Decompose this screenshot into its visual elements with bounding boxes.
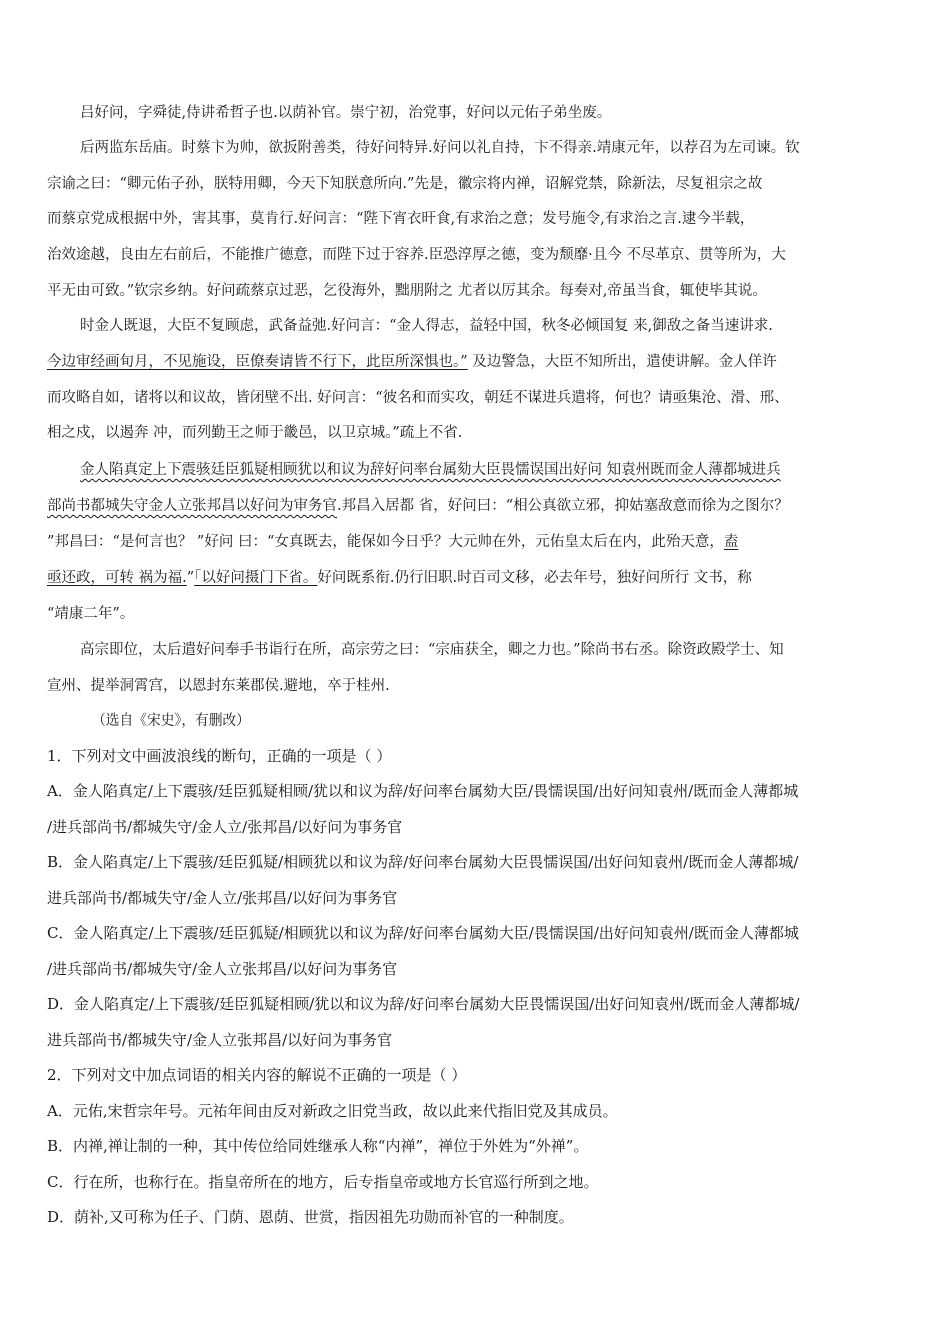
question-2-option-b: B．内禅,禅让制的一种，其中传位给同姓继承人称“内禅”，禅位于外姓为“外禅”。 [47, 1137, 589, 1155]
passage-text: 好问既系衔.仍行旧职.时百司文移，必去年号，独好问所行 文书，称 [317, 570, 752, 586]
passage-text: 及边警急，大臣不知所出，遣使讲解。金人佯许 [467, 354, 777, 370]
passage-line: 而蔡京党成根据中外，害其事，莫肯行.好问言：“陛下宵衣旰食,有求治之意；发号施令,有求治之言.逮今半载， [47, 211, 755, 227]
question-1-stem: 1．下列对文中画波浪线的断句，正确的一项是（ ） [47, 747, 392, 765]
passage-line: 高宗即位，太后遣好问奉手书诣行在所，高宗劳之曰：“宗庙获全，卿之力也。”除尚书右丞。除资政殿学士、知 [80, 642, 784, 658]
question-1-option-a: A．金人陷真定/上下震骇/廷臣狐疑相顾/犹以和议为辞/好问率台属劾大臣/畏懦误国/出好问知袁州/既而金人薄都城 [47, 782, 799, 800]
passage-text: .邦昌入居都 省，好问曰：“相公真欲立邪，抑姑塞敌意而徐为之图尔？ [337, 498, 789, 514]
passage-line: 宗谕之曰：“卿元佑子孙，朕特用卿，今天下知朕意所向.”先是，徽宗将内禅，诏解党禁，除新法，尽复祖宗之故 [47, 176, 763, 192]
question-1-option-b-cont: 进兵部尚书/都城失守/金人立/张邦昌/以好问为事务官 [47, 889, 398, 907]
passage-line: “靖康二年”。 [47, 606, 135, 622]
question-2-option-a: A．元佑,宋哲宗年号。元祐年间由反对新政之旧党当政，故以此来代指旧党及其成员。 [47, 1102, 618, 1120]
passage-line: 吕好问，字舜徒,侍讲希哲子也.以荫补官。崇宁初，治党事，好问以元佑子弟坐废。 [80, 105, 612, 121]
source-note: （选自《宋史》，有删改） [92, 713, 251, 729]
underlined-text: 亟还政，可转 祸为福. [47, 570, 187, 586]
passage-line: 后两监东岳庙。时蔡卞为帅，欲扳附善类，待好问特异.好问以礼自持，卞不得亲.靖康元年，以荐召为左司谏。钦 [80, 140, 800, 156]
question-1-option-b: B．金人陷真定/上下震骇/廷臣狐疑/相顾犹以和议为辞/好问率台属劾大臣畏懦误国/出好问知袁州/既而金人薄都城/ [47, 853, 799, 871]
passage-line [47, 352, 907, 374]
question-1-option-c: C．金人陷真定/上下震骇/廷臣狐疑/相顾犹以和议为辞/好问率台属劾大臣/畏懦误国/出好问知袁州/既而金人薄都城 [47, 924, 799, 942]
question-1-option-a-cont: /进兵部尚书/都城失守/金人立/张邦昌/以好问为事务官 [47, 818, 403, 836]
passage-line: 而攻略自如，诸将以和议故，皆闭壁不出. 好问言：“彼名和而实攻，朝廷不谋进兵遣将，何也？请亟集沧、滑、邢、 [47, 390, 789, 406]
passage-line: 治效途越，良由左右前后，不能推广德意，而陛下过于容养.臣恐淳厚之德，变为颓靡·且今 不尽革京、贯等所为，大 [47, 247, 786, 263]
passage-text: ” [186, 570, 195, 586]
question-2-option-c: C．行在所，也称行在。指皇帝所在的地方，后专指皇帝或地方长官巡行所到之地。 [47, 1173, 599, 1191]
passage-line [47, 568, 907, 590]
underlined-text: 「以好问摄门下省。 [194, 570, 318, 586]
wavy-underlined-text: 部尚书都城失守金人立张邦昌以好问为审务官 [47, 498, 337, 514]
question-1-option-d-cont: 进兵部尚书/都城失守/金人立张邦昌/以好问为事务官 [47, 1031, 393, 1049]
passage-line [47, 496, 907, 518]
passage-line: 相之戍，以遏奔 冲，而列勤王之师于畿邑，以卫京城。”疏上不省. [47, 425, 463, 441]
passage-line: 时金人既退，大臣不复顾虑，武备益弛.好问言：“金人得志，益轻中国，秋冬必倾国复 来,御敌之备当速讲求. [80, 318, 773, 334]
question-2-option-d: D．荫补,又可称为任子、门荫、恩荫、世赏，指因祖先功勋而补官的一种制度。 [47, 1208, 574, 1226]
passage-line: 宣州、提举洞霄宫，以恩封东莱郡侯.避地，卒于桂州. [47, 678, 390, 694]
underlined-sentence: 今边审经画旬月，不见施设，臣僚奏请皆不行下，此臣所深惧也。” [47, 354, 468, 370]
question-1-option-c-cont: /进兵部尚书/都城失守/金人立张邦昌/以好问为事务官 [47, 960, 398, 978]
question-1-option-d: D．金人陷真定/上下震骇/廷臣狐疑相顾/犹以和议为辞/好问率台属劾大臣畏懦误国/出好问知袁州/既而金人薄都城/ [47, 995, 800, 1013]
passage-line [47, 532, 907, 554]
passage-text: ”邦昌曰：“是何言也？ ”好问 曰：“女真既去，能保如今日乎？大元帅在外，元佑皇太后在内，此殆天意， [47, 534, 724, 550]
passage-line: 平无由可致。”钦宗乡纳。好问疏蔡京过恶，乞役海外，黜朋附之 尤者以厉其余。每奏对,帝虽当食，辄使毕其说。 [47, 283, 767, 299]
wavy-underlined-line: 金人陷真定上下震骇廷臣狐疑相顾犹以和议为辞好问率台属劾大臣畏懦误国出好问 知袁州既而金人薄都城进兵 [80, 462, 781, 478]
underlined-text: 盍 [723, 534, 739, 550]
question-2-stem: 2．下列对文中加点词语的相关内容的解说不正确的一项是（ ） [47, 1066, 467, 1084]
